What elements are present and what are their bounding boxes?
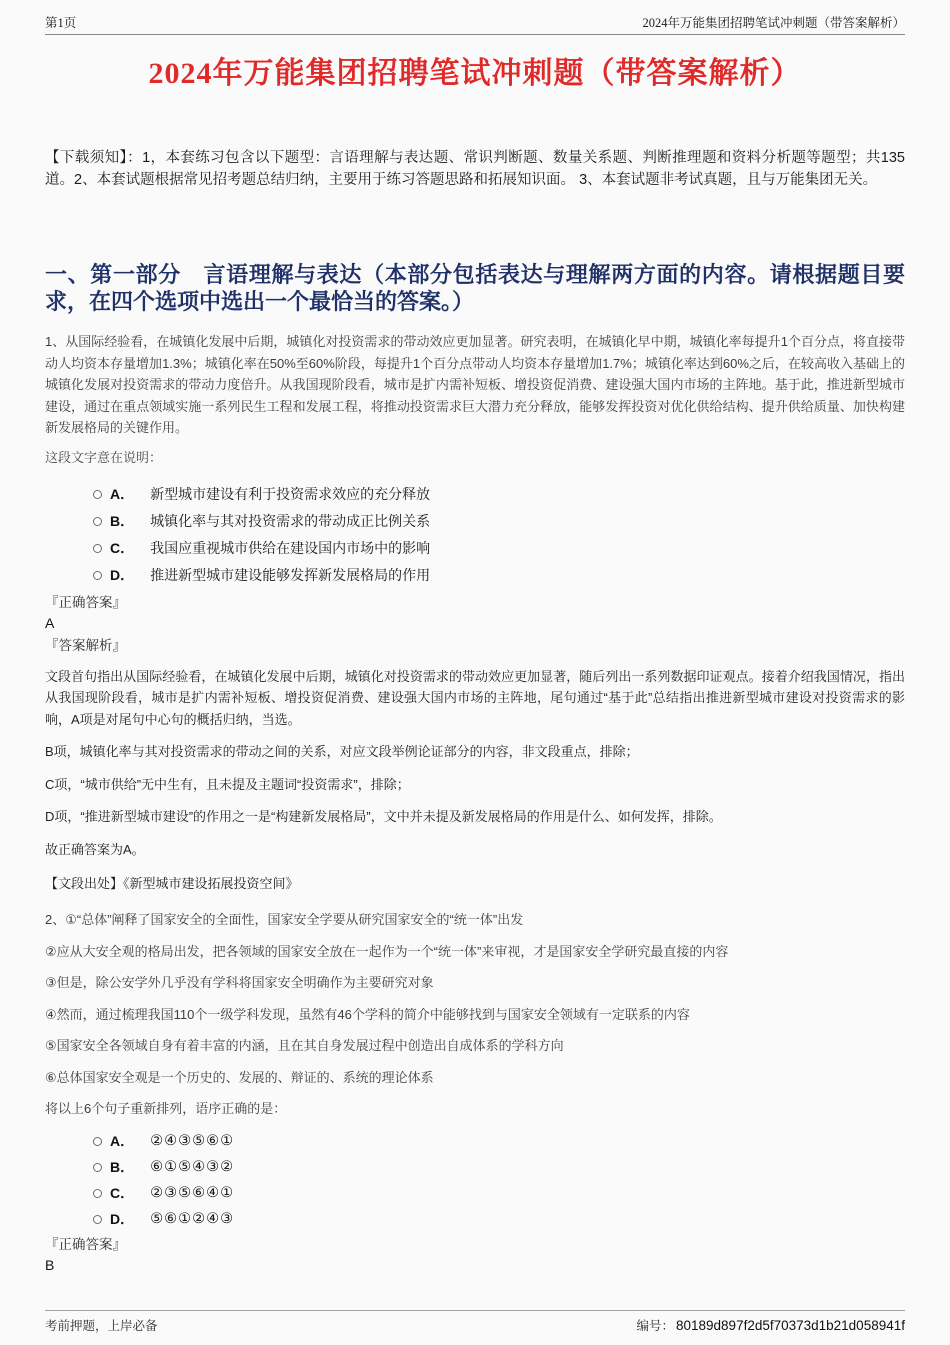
radio-icon[interactable]	[93, 1189, 102, 1198]
analysis-paragraph: C项，“城市供给”无中生有，且未提及主题词“投资需求”，排除；	[45, 776, 410, 792]
radio-icon[interactable]	[93, 1163, 102, 1172]
option-row-d[interactable]	[45, 562, 905, 589]
question-2-sentence: ③但是，除公安学外几乎没有学科将国家安全明确作为主要研究对象	[45, 975, 434, 990]
question-1-stem: 1、从国际经验看，在城镇化发展中后期，城镇化对投资需求的带动效应更加显著。研究表明，在城镇化早中期，城镇化率每提升1个百分点，将直接带动人均资本存量增加1.3%；城镇化率在50%至60%阶段，每提升1个百分点带动人均资本存量增加1.7%；城镇化率达到60%之后，在较高收入基础上的城镇化发展对投资需求的带动力度倍升。从我国现阶段看，城市是扩内需补短板、增投资促消费、建设强大国内市场的主阵地。基于此，推进新型城市建设，通过在重点领域实施一系列民生工程和发展工程，将推动投资需求巨大潜力充分释放，能够发挥投资对优化供给结构、提升供给质量、加快构建新发展格局的关键作用。	[45, 334, 905, 435]
footer-code-label: 编号：	[636, 1319, 674, 1333]
radio-icon[interactable]	[93, 1137, 102, 1146]
question-2-sentence: ②应从大安全观的格局出发，把各领域的国家安全放在一起作为一个“统一体”来审视，才是国家安全学研究最直接的内容	[45, 943, 729, 959]
answer-value: B	[45, 1257, 55, 1273]
option-row-d[interactable]	[45, 1206, 905, 1232]
answer-value: A	[45, 614, 55, 631]
radio-icon[interactable]	[93, 571, 102, 580]
header-doc-title: 2024年万能集团招聘笔试冲刺题（带答案解析）	[642, 16, 905, 30]
option-letter: A．	[110, 1133, 135, 1149]
option-letter: D．	[110, 567, 135, 583]
question-2-sentence: ⑥总体国家安全观是一个历史的、发展的、辩证的、系统的理论体系	[45, 1069, 434, 1085]
section-heading: 一、第一部分 言语理解与表达（本部分包括表达与理解两方面的内容。请根据题目要求，在四个选项中选出一个最恰当的答案。）	[45, 262, 905, 314]
question-1-prompt: 这段文字意在说明：	[45, 449, 163, 465]
page-header	[45, 0, 905, 35]
answer-label: 『正确答案』	[45, 1237, 126, 1252]
option-letter: C．	[110, 1185, 135, 1201]
option-letter: D．	[110, 1211, 135, 1227]
analysis-paragraph: D项，“推进新型城市建设”的作用之一是“构建新发展格局”，文中并未提及新发展格局的作用是什么、如何发挥，排除。	[45, 809, 722, 824]
page-title: 2024年万能集团招聘笔试冲刺题（带答案解析）	[148, 57, 802, 90]
question-2-sentence: ④然而，通过梳理我国110个一级学科发现，虽然有46个学科的简介中能够找到与国家安全领域有一定联系的内容	[45, 1006, 690, 1022]
option-letter: A．	[110, 486, 135, 502]
question-2-sentence: 2、①“总体”阐释了国家安全的全面性，国家安全学要从研究国家安全的“统一体”出发	[45, 912, 524, 927]
question-1	[45, 331, 905, 894]
radio-icon[interactable]	[93, 544, 102, 553]
question-1-answer-block	[45, 593, 905, 895]
download-notice: 【下载须知】：1，本套练习包含以下题型：言语理解与表达题、常识判断题、数量关系题、判断推理题和资料分析题等题型；共135道。2、本套试题根据常见招考题总结归纳，主要用于练习答题思路和拓展知识面。 3、本套试题非考试真题，且与万能集团无关。	[45, 150, 905, 188]
option-row-a[interactable]	[45, 1128, 905, 1154]
question-2-prompt: 将以上6个句子重新排列，语序正确的是：	[45, 1101, 287, 1116]
question-1-options	[45, 481, 905, 589]
option-letter: C．	[110, 540, 135, 556]
footer-code: 80189d897f2d5f70373d1b21d058941f	[676, 1318, 905, 1333]
question-2-answer-block	[45, 1235, 905, 1275]
option-text: 我国应重视城市供给在建设国内市场中的影响	[150, 540, 431, 556]
option-row-b[interactable]	[45, 1154, 905, 1180]
option-text: 新型城市建设有利于投资需求效应的充分释放	[150, 486, 431, 502]
option-letter: B．	[110, 513, 135, 529]
option-text: ⑥①⑤④③②	[150, 1159, 235, 1175]
answer-label: 『正确答案』	[45, 594, 126, 610]
option-text: 城镇化率与其对投资需求的带动成正比例关系	[150, 513, 431, 529]
analysis-label: 『答案解析』	[45, 637, 126, 653]
footer-code-wrap	[636, 1316, 905, 1334]
option-letter: B．	[110, 1159, 135, 1175]
radio-icon[interactable]	[93, 490, 102, 499]
option-row-a[interactable]	[45, 481, 905, 508]
page-footer	[45, 1310, 905, 1334]
option-text: ②④③⑤⑥①	[150, 1133, 235, 1149]
option-row-c[interactable]	[45, 535, 905, 562]
radio-icon[interactable]	[93, 517, 102, 526]
question-2	[45, 909, 905, 1275]
analysis-paragraph: 文段首句指出从国际经验看，在城镇化发展中后期，城镇化对投资需求的带动效应更加显著，随后列出一系列数据印证观点。接着介绍我国情况，指出从我国现阶段看，城市是扩内需补短板、增投资促消费、建设强大国内市场的主阵地，尾句通过“基于此”总结指出推进新型城市建设对投资需求的影响，A项是对尾句中心句的概括归纳，当选。	[45, 668, 905, 727]
option-row-b[interactable]	[45, 508, 905, 535]
footer-slogan: 考前押题，上岸必备	[45, 1319, 158, 1333]
option-row-c[interactable]	[45, 1180, 905, 1206]
header-page-number: 第1页	[45, 16, 77, 30]
question-2-sentence: ⑤国家安全各领域自身有着丰富的内涵，且在其自身发展过程中创造出自成体系的学科方向	[45, 1038, 564, 1053]
option-text: ②③⑤⑥④①	[150, 1185, 235, 1201]
analysis-paragraph: 故正确答案为A。	[45, 841, 145, 857]
analysis-paragraph: B项，城镇化率与其对投资需求的带动之间的关系，对应文段举例论证部分的内容，非文段重点，排除；	[45, 744, 639, 759]
radio-icon[interactable]	[93, 1215, 102, 1224]
question-2-options	[45, 1128, 905, 1232]
option-text: 推进新型城市建设能够发挥新发展格局的作用	[150, 567, 431, 583]
option-text: ⑤⑥①②④③	[150, 1211, 235, 1227]
source-line: 【文段出处】《新型城市建设拓展投资空间》	[45, 876, 299, 891]
